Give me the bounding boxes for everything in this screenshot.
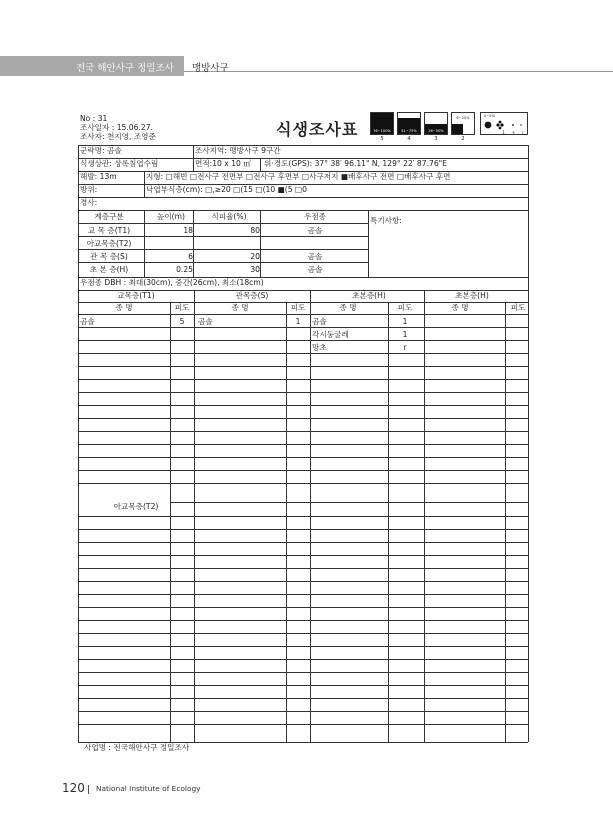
grid-line xyxy=(193,145,194,171)
grid-line xyxy=(78,405,528,406)
grid-line xyxy=(78,444,528,445)
h-species: 망초 xyxy=(312,343,327,352)
group-header-h: 초본층(H) xyxy=(352,291,386,300)
grid-line xyxy=(78,724,528,725)
grid-line xyxy=(78,581,528,582)
survey-date: 조사일자 : 15.06.27. xyxy=(80,123,153,132)
form-title: 식생조사표 xyxy=(276,120,359,139)
header-band xyxy=(0,56,613,76)
group-header-h2: 초본층(H) xyxy=(455,291,489,300)
grid-line xyxy=(78,646,528,647)
s-species: 곰솔 xyxy=(198,317,213,326)
col-species: 종 명 xyxy=(231,303,249,312)
col-species: 종 명 xyxy=(115,303,133,312)
grid-line xyxy=(78,620,528,621)
grid-line xyxy=(78,711,528,712)
s-cover: 1 xyxy=(295,317,301,326)
cover-box-4: 51~75% xyxy=(397,112,421,135)
grid-line xyxy=(78,659,528,660)
grid-line xyxy=(78,470,528,471)
h-species: 각시둥굴레 xyxy=(312,330,349,339)
gps-coordinates: 위·경도(GPS): 37° 38′ 96.11" N, 129° 22′ 87.76"E xyxy=(264,159,447,168)
t1-species: 곰솔 xyxy=(80,317,95,326)
cover-box-5-label: 5 xyxy=(380,136,384,142)
grid-line xyxy=(78,340,528,341)
vegetation-survey-form xyxy=(78,112,528,742)
physiognomy: 식생상관: 상록침엽수림 xyxy=(80,159,159,168)
cover-box-3: 26~50% xyxy=(424,112,448,135)
footer-separator xyxy=(88,785,89,794)
grid-line xyxy=(78,353,528,354)
header-rule xyxy=(184,71,613,72)
layer-row-height: 18 xyxy=(183,226,193,235)
grid-line xyxy=(144,210,145,277)
layer-row-dominant: 곰솔 xyxy=(307,226,323,235)
grid-line xyxy=(78,555,528,556)
layer-row-height: 6 xyxy=(188,252,193,261)
dominant-dbh: 우점종 DBH : 최대(30cm), 중간(26cm), 최소(18cm) xyxy=(80,278,264,287)
grid-line xyxy=(170,302,171,742)
community-name: 군락명: 곰솔 xyxy=(80,146,122,155)
layer-row-name: 관 목 층(S) xyxy=(90,252,128,261)
grid-line xyxy=(78,568,528,569)
cover-box-4-label: 4 xyxy=(407,136,411,142)
grid-line xyxy=(170,502,528,503)
surveyor-names: 조사자: 천지영, 조영준 xyxy=(80,132,156,141)
grid-line xyxy=(368,210,369,277)
grid-line xyxy=(78,685,528,686)
group-header-t1: 교목층(T1) xyxy=(117,291,155,300)
cover-box-5: 76~100% xyxy=(370,112,394,135)
grid-line xyxy=(78,483,528,484)
slope: 경사: xyxy=(80,198,98,207)
layer-row-name: 초 본 층(H) xyxy=(89,265,129,274)
grid-line xyxy=(78,197,528,198)
plot-size: 면적:10 x 10 ㎡ xyxy=(195,159,251,168)
col-cover: 피도 xyxy=(174,303,190,312)
grid-line xyxy=(78,145,528,146)
grid-line xyxy=(78,431,528,432)
col-species: 종 명 xyxy=(339,303,357,312)
litter-layer: 낙엽부식층(cm): □,≥20 □(15 □(10 ■(5 □0 xyxy=(146,185,307,194)
cover-box-low: 0~5% 1 + r xyxy=(480,112,528,135)
grid-line xyxy=(144,171,145,197)
grid-line xyxy=(78,366,528,367)
grid-line xyxy=(78,210,528,211)
grid-line xyxy=(260,158,261,171)
grid-line xyxy=(78,314,528,315)
header-section-title: 맹방사구 xyxy=(192,63,229,74)
layer-row-name: 아교목층(T2) xyxy=(86,239,132,248)
grid-line xyxy=(78,633,528,634)
special-notes-label: 특기사항: xyxy=(370,216,402,225)
footer-institution: National Institute of Ecology xyxy=(96,784,201,793)
layer-row-dominant: 곰솔 xyxy=(307,252,323,261)
grid-line xyxy=(78,594,528,595)
t2-section-label: 아교목층(T2) xyxy=(113,502,159,511)
grid-line xyxy=(78,529,528,530)
terrain-type: 지형: □해빈 □전사구 전면부 □전사구 후면부 □사구저지 ■배후사구 전면 □배후사구 후면 xyxy=(146,172,451,181)
grid-line xyxy=(78,262,368,263)
cover-box-2: 6~25% xyxy=(451,112,475,135)
aspect: 방위: xyxy=(80,185,98,194)
grid-line xyxy=(78,457,528,458)
grid-line xyxy=(78,698,528,699)
grid-line xyxy=(505,302,506,742)
project-name: 사업명 : 전국해안사구 정밀조사 xyxy=(84,743,190,752)
page-number: 120 xyxy=(62,781,85,795)
col-cover: 피도 xyxy=(290,303,306,312)
grid-line xyxy=(193,210,194,277)
layer-row-height: 0.25 xyxy=(176,265,193,274)
layer-header-cover: 식피율(%) xyxy=(211,212,247,221)
layer-row-dominant: 곰솔 xyxy=(307,265,323,274)
group-header-s: 관목층(S) xyxy=(235,291,269,300)
grid-line xyxy=(78,672,528,673)
layer-header-height: 높이(m) xyxy=(157,212,185,221)
grid-line xyxy=(78,236,368,237)
cover-low-labels: 1 + r xyxy=(502,130,524,135)
h-cover: 1 xyxy=(402,330,408,339)
record-number: No : 31 xyxy=(80,114,108,123)
grid-line xyxy=(78,607,528,608)
grid-line xyxy=(78,418,528,419)
grid-line xyxy=(286,302,287,742)
altitude: 해발: 13m xyxy=(80,172,117,181)
grid-line xyxy=(78,379,528,380)
h-cover: 1 xyxy=(402,317,408,326)
h-cover: r xyxy=(403,343,407,352)
header-series-title: 전국 해안사구 정밀조사 xyxy=(76,63,174,74)
col-species: 종 명 xyxy=(451,303,469,312)
grid-line xyxy=(528,145,529,742)
layer-header-dominant: 우점종 xyxy=(303,212,327,221)
grid-line xyxy=(388,302,389,742)
layer-row-cover: 30 xyxy=(250,265,260,274)
layer-row-cover: 80 xyxy=(250,226,260,235)
grid-line xyxy=(78,392,528,393)
layer-header-class: 계층구분 xyxy=(94,212,124,221)
layer-row-name: 교 목 층(T1) xyxy=(87,226,131,235)
col-cover: 피도 xyxy=(397,303,413,312)
col-cover: 피도 xyxy=(510,303,526,312)
grid-line xyxy=(78,327,528,328)
cover-box-3-label: 3 xyxy=(434,136,438,142)
grid-line xyxy=(78,249,368,250)
layer-row-cover: 20 xyxy=(250,252,260,261)
cover-box-2-label: 2 xyxy=(461,136,465,142)
grid-line xyxy=(78,223,368,224)
survey-area: 조사지역: 맹방사구 9구간 xyxy=(195,146,281,155)
h-species: 곰솔 xyxy=(312,317,327,326)
grid-line xyxy=(78,516,528,517)
t1-cover: 5 xyxy=(179,317,185,326)
grid-line xyxy=(78,542,528,543)
